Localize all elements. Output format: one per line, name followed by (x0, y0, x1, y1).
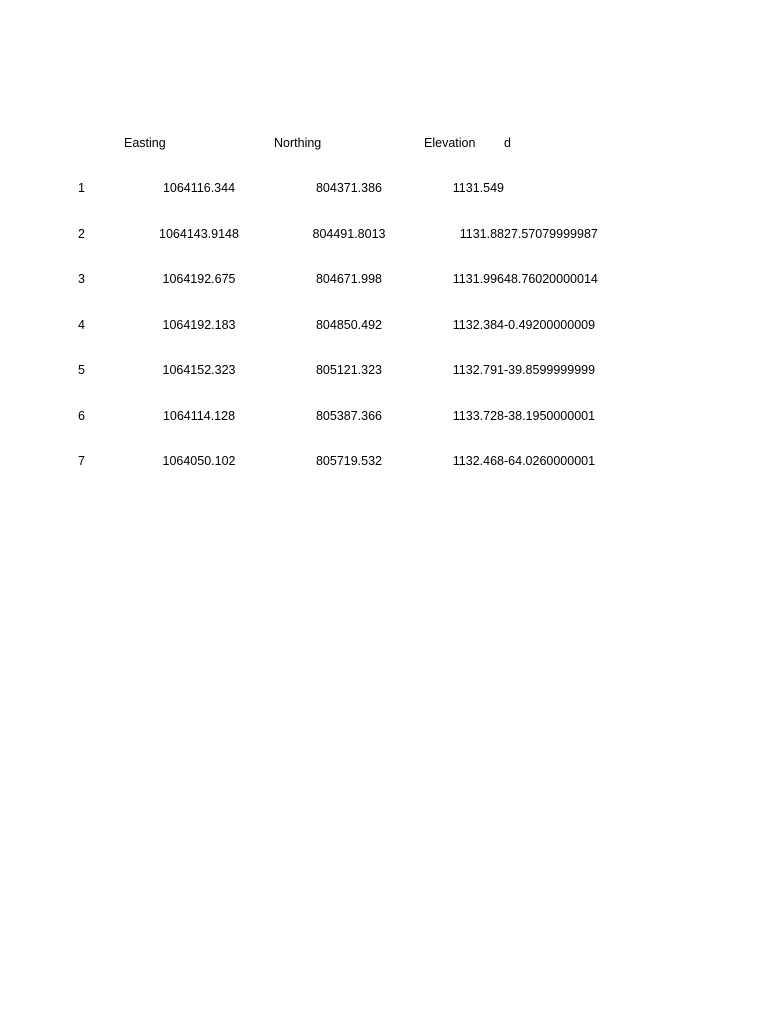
cell-elevation: 1132.384 (452, 317, 504, 332)
header-elevation-label: Elevation (424, 135, 476, 150)
cell-d: -64.0260000001 (504, 454, 596, 469)
header-northing-label: Northing (274, 135, 322, 150)
cell-id: 1 (78, 181, 85, 196)
cell-easting: 1064050.102 (162, 454, 236, 469)
table-row (78, 302, 624, 348)
cell-d: -0.49200000009 (504, 317, 596, 332)
cell-northing: 804371.386 (315, 181, 383, 196)
cell-id: 4 (78, 317, 85, 332)
cell-d: 48.76020000014 (504, 272, 598, 287)
cell-id: 6 (78, 408, 85, 423)
header-northing (274, 120, 424, 166)
table-row (78, 257, 624, 303)
cell-easting: 1064114.128 (162, 408, 236, 423)
header-easting-label: Easting (124, 135, 166, 150)
table-row (78, 348, 624, 394)
cell-d: -39.8599999999 (504, 363, 596, 378)
cell-northing: 804671.998 (315, 272, 383, 287)
cell-id: 5 (78, 363, 85, 378)
table-row (78, 166, 624, 212)
cell-d: -38.1950000001 (504, 408, 596, 423)
cell-id: 2 (78, 226, 85, 241)
cell-elevation: 1131.996 (452, 272, 504, 287)
cell-easting: 1064116.344 (162, 181, 236, 196)
cell-elevation: 1131.549 (452, 181, 504, 196)
header-easting (124, 120, 274, 166)
cell-northing: 804850.492 (315, 317, 383, 332)
cell-northing: 804491.8013 (312, 226, 386, 241)
cell-elevation: 1132.791 (452, 363, 504, 378)
header-id (78, 120, 124, 166)
survey-points-table (78, 120, 624, 484)
header-row (78, 120, 624, 166)
cell-easting: 1064152.323 (162, 363, 236, 378)
cell-elevation: 1131.88 (459, 226, 504, 241)
table-row (78, 439, 624, 485)
cell-id: 3 (78, 272, 85, 287)
cell-easting: 1064192.675 (162, 272, 236, 287)
cell-elevation: 1132.468 (452, 454, 504, 469)
cell-elevation: 1133.728 (452, 408, 504, 423)
table-row (78, 393, 624, 439)
cell-northing: 805121.323 (315, 363, 383, 378)
header-elevation (424, 120, 504, 166)
cell-easting: 1064192.183 (162, 317, 236, 332)
cell-northing: 805387.366 (315, 408, 383, 423)
cell-easting: 1064143.9148 (159, 226, 239, 241)
header-d: d (504, 135, 511, 150)
cell-d (504, 166, 624, 212)
cell-northing: 805719.532 (315, 454, 383, 469)
cell-id: 7 (78, 454, 85, 469)
cell-d: 27.57079999987 (504, 226, 598, 241)
table-row (78, 211, 624, 257)
